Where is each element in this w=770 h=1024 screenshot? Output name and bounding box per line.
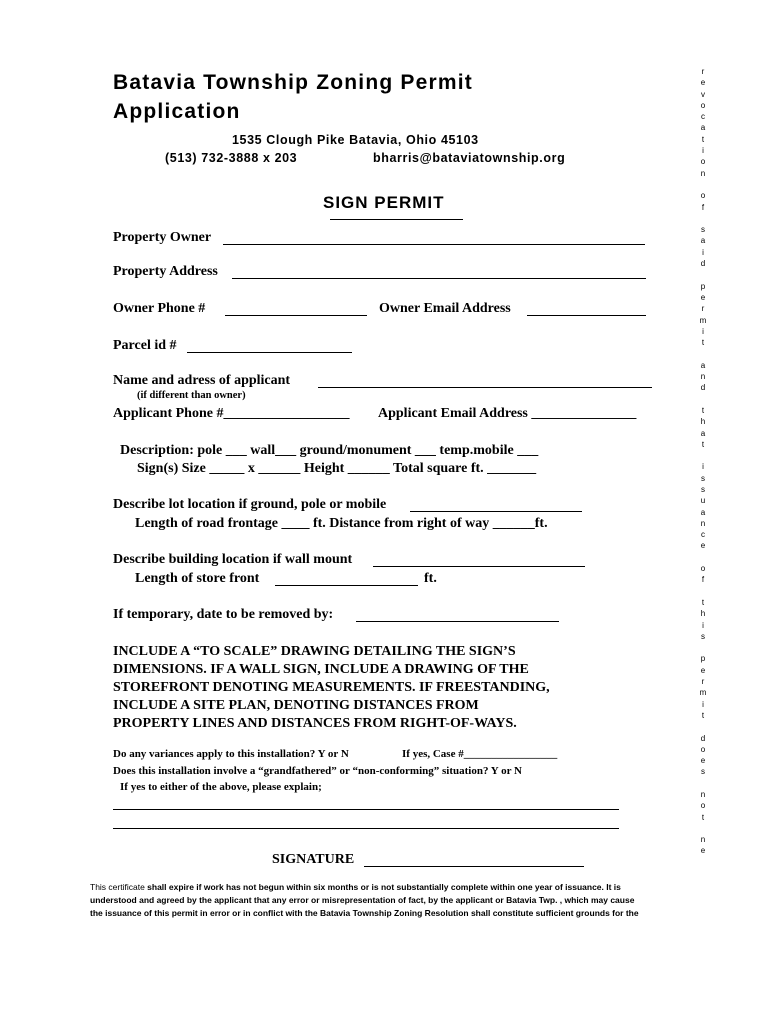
applicant-name-label: Name and adress of applicant bbox=[113, 373, 291, 388]
instruction-line: DIMENSIONS. IF A WALL SIGN, INCLUDE A DRAWING OF THE bbox=[113, 662, 529, 677]
heading-underline bbox=[330, 219, 463, 220]
building-location-label: Describe building location if wall mount bbox=[113, 552, 353, 567]
property-owner-label: Property Owner bbox=[113, 230, 212, 245]
notice-line-1 bbox=[90, 881, 639, 894]
variance-case-field[interactable]: If yes, Case #_________________ bbox=[402, 748, 558, 760]
applicant-note: (if different than owner) bbox=[137, 390, 246, 401]
office-email: bharris@bataviatownship.org bbox=[373, 151, 566, 165]
lot-location-field[interactable] bbox=[410, 511, 582, 512]
property-address-label: Property Address bbox=[113, 264, 218, 279]
notice-line-1-rest: shall expire if work has not begun within six months or is not substantially complete within one year of issuance. It is bbox=[144, 882, 621, 892]
store-front-unit: ft. bbox=[424, 571, 437, 586]
notice-lead: This certificate bbox=[90, 882, 145, 892]
owner-email-label: Owner Email Address bbox=[379, 301, 511, 316]
expiration-notice bbox=[90, 881, 639, 920]
temporary-removal-label: If temporary, date to be removed by: bbox=[113, 607, 334, 622]
explain-label: If yes to either of the above, please explain; bbox=[120, 781, 322, 793]
owner-email-field[interactable] bbox=[527, 315, 646, 316]
variance-question[interactable]: Do any variances apply to this installation? Y or N bbox=[113, 748, 349, 760]
instruction-line: INCLUDE A “TO SCALE” DRAWING DETAILING THE SIGN’S bbox=[113, 644, 516, 659]
lot-location-label: Describe lot location if ground, pole or mobile bbox=[113, 497, 387, 512]
owner-phone-field[interactable] bbox=[225, 315, 367, 316]
office-phone: (513) 732-3888 x 203 bbox=[165, 151, 298, 165]
applicant-phone-field[interactable]: Applicant Phone #__________________ bbox=[113, 406, 350, 421]
explanation-line-2[interactable] bbox=[113, 828, 619, 829]
instruction-line: PROPERTY LINES AND DISTANCES FROM RIGHT-OF-WAYS. bbox=[113, 716, 517, 731]
property-address-field[interactable] bbox=[232, 278, 646, 279]
form-title-line2: Application bbox=[113, 100, 241, 123]
sign-size-fields[interactable]: Sign(s) Size _____ x ______ Height ______ Total square ft. _______ bbox=[137, 461, 537, 476]
store-front-field[interactable] bbox=[275, 585, 418, 586]
grandfathered-question[interactable]: Does this installation involve a “grandfathered” or “non-conforming” situation? Y or N bbox=[113, 765, 522, 777]
property-owner-field[interactable] bbox=[223, 244, 645, 245]
form-title-line1: Batavia Township Zoning Permit bbox=[113, 71, 473, 94]
instruction-line: INCLUDE A SITE PLAN, DENOTING DISTANCES FROM bbox=[113, 698, 479, 713]
building-location-field[interactable] bbox=[373, 566, 585, 567]
office-address: 1535 Clough Pike Batavia, Ohio 45103 bbox=[232, 133, 479, 147]
store-front-label: Length of store front bbox=[135, 571, 260, 586]
notice-line-3: the issuance of this permit in error or in conflict with the Batavia Township Zoning Resolution shall constitute sufficient grounds for the bbox=[90, 908, 639, 918]
margin-overflow-text: r e v o c a t i o n o f s a i d p e r m i t a n d t h a t i s s u a n c e o f t h i s p e r m i t d o e s n o t n e bbox=[699, 67, 707, 856]
applicant-email-field[interactable]: Applicant Email Address _______________ bbox=[378, 406, 637, 421]
parcel-id-field[interactable] bbox=[187, 352, 352, 353]
notice-line-2: understood and agreed by the applicant that any error or misrepresentation of fact, by the applicant or Batavia Twp. , which may cause bbox=[90, 895, 635, 905]
road-frontage-fields[interactable]: Length of road frontage ____ ft. Distance from right of way ______ft. bbox=[135, 516, 548, 531]
sign-type-options[interactable]: Description: pole ___ wall___ ground/monument ___ temp.mobile ___ bbox=[120, 443, 539, 458]
explanation-line-1[interactable] bbox=[113, 809, 619, 810]
signature-field[interactable] bbox=[364, 866, 584, 867]
instruction-line: STOREFRONT DENOTING MEASUREMENTS. IF FREESTANDING, bbox=[113, 680, 550, 695]
owner-phone-label: Owner Phone # bbox=[113, 301, 206, 316]
temporary-removal-field[interactable] bbox=[356, 621, 559, 622]
applicant-name-field[interactable] bbox=[318, 387, 652, 388]
section-heading: SIGN PERMIT bbox=[323, 193, 445, 212]
drawing-instructions bbox=[113, 643, 550, 733]
parcel-id-label: Parcel id # bbox=[113, 338, 177, 353]
signature-label: SIGNATURE bbox=[272, 852, 355, 867]
